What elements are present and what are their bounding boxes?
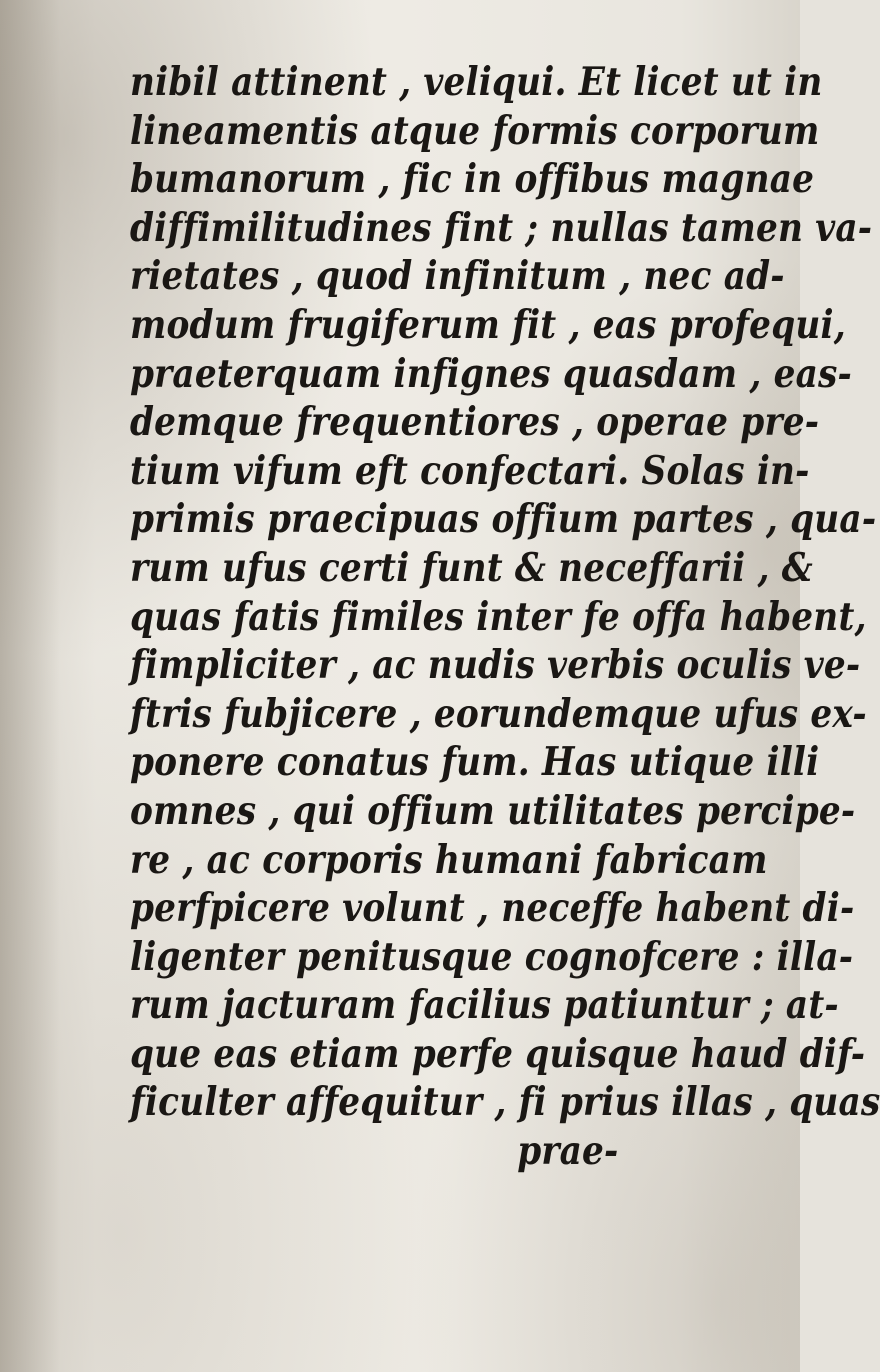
- text-line: ftris fubjicere , eorundemque ufus ex-: [130, 690, 867, 737]
- text-line: perfpicere volunt , neceffe habent di-: [130, 885, 855, 932]
- text-line: que eas etiam perfe quisque haud dif-: [130, 1030, 866, 1077]
- latin-text-block: [130, 58, 880, 1176]
- text-line: ponere conatus fum. Has utique illi: [130, 739, 820, 786]
- text-line: lineamentis atque formis corporum: [130, 107, 820, 154]
- text-line: omnes , qui offium utilitates percipe-: [130, 787, 856, 834]
- text-line: modum frugiferum fit , eas profequi,: [130, 301, 846, 348]
- text-line: re , ac corporis humani fabricam: [130, 836, 768, 883]
- text-line: quas fatis fimiles inter fe offa habent,: [130, 593, 867, 640]
- text-line: ligenter penitusque cognofcere : illa-: [130, 933, 854, 980]
- text-line: rum ufus certi funt & neceffarii , &: [130, 544, 813, 591]
- text-line: nibil attinent , veliqui. Et licet ut in: [130, 59, 823, 105]
- text-line: rum jacturam facilius patiuntur ; at-: [130, 982, 839, 1029]
- text-line: tium vifum eft confectari. Solas in-: [130, 447, 810, 494]
- text-line: bumanorum , fic in offibus magnae: [130, 156, 815, 203]
- text-line: primis praecipuas offium partes , qua-: [130, 496, 877, 543]
- gutter-shadow: [0, 0, 60, 1372]
- text-line: rietates , quod infinitum , nec ad-: [130, 253, 785, 300]
- text-line: fimpliciter , ac nudis verbis oculis ve-: [130, 642, 861, 689]
- text-line: ficulter affequitur , fi prius illas , quas: [130, 1079, 880, 1126]
- text-line: demque frequentiores , operae pre-: [130, 399, 820, 446]
- text-line: diffimilitudines fint ; nullas tamen va-: [130, 204, 873, 251]
- text-line: praeterquam infignes quasdam , eas-: [130, 350, 852, 397]
- catchword: prae-: [517, 1128, 619, 1175]
